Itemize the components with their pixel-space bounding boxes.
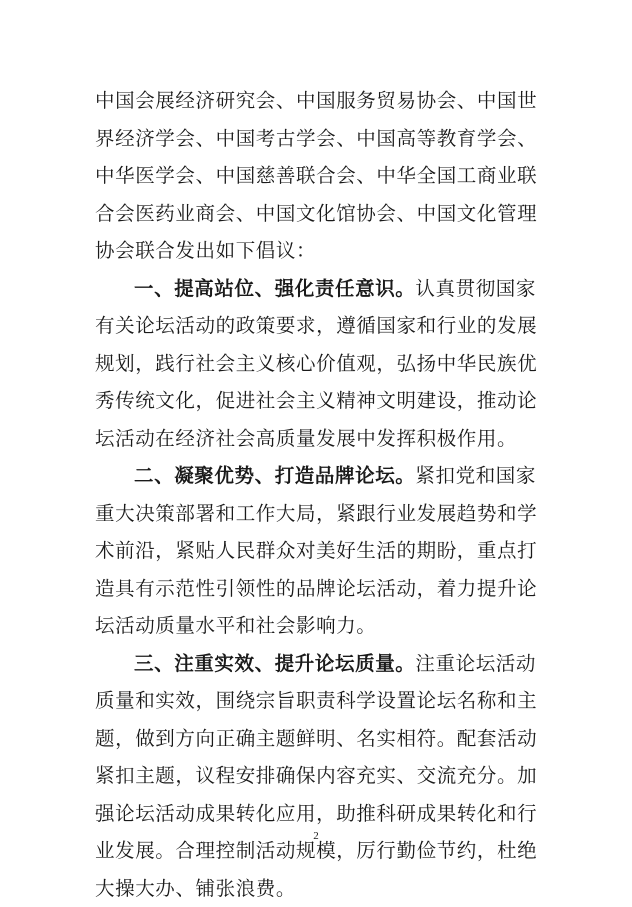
- section-1-heading: 一、提高站位、强化责任意识。: [134, 277, 415, 300]
- section-2-heading: 二、凝聚优势、打造品牌论坛。: [134, 464, 415, 487]
- section-3-heading: 三、注重实效、提升论坛质量。: [134, 652, 415, 675]
- document-body: [95, 82, 541, 907]
- section-2-paragraph: [95, 457, 541, 645]
- section-2-body: 紧扣党和国家重大决策部署和工作大局，紧跟行业发展趋势和学术前沿，紧贴人民群众对美好生活的期盼，重点打造具有示范性引领性的品牌论坛活动，着力提升论坛活动质量水平和社会影响力。: [95, 464, 537, 637]
- page-number: 2: [0, 830, 632, 842]
- section-3-paragraph: [95, 645, 541, 907]
- section-1-paragraph: [95, 270, 541, 458]
- section-1-body: 认真贯彻国家有关论坛活动的政策要求，遵循国家和行业的发展规划，践行社会主义核心价值观，弘扬中华民族优秀传统文化，促进社会主义精神文明建设，推动论坛活动在经济社会高质量发展中发挥积极作用。: [95, 277, 537, 450]
- intro-paragraph: 中国会展经济研究会、中国服务贸易协会、中国世界经济学会、中国考古学会、中国高等教育学会、中华医学会、中国慈善联合会、中华全国工商业联合会医药业商会、中国文化馆协会、中国文化管理协会联合发出如下倡议：: [95, 82, 541, 270]
- section-3-body: 注重论坛活动质量和实效，围绕宗旨职责科学设置论坛名称和主题，做到方向正确主题鲜明、名实相符。配套活动紧扣主题，议程安排确保内容充实、交流充分。加强论坛活动成果转化应用，助推科研成果转化和行业发展。合理控制活动规模，厉行勤俭节约，杜绝大操大办、铺张浪费。: [95, 652, 537, 900]
